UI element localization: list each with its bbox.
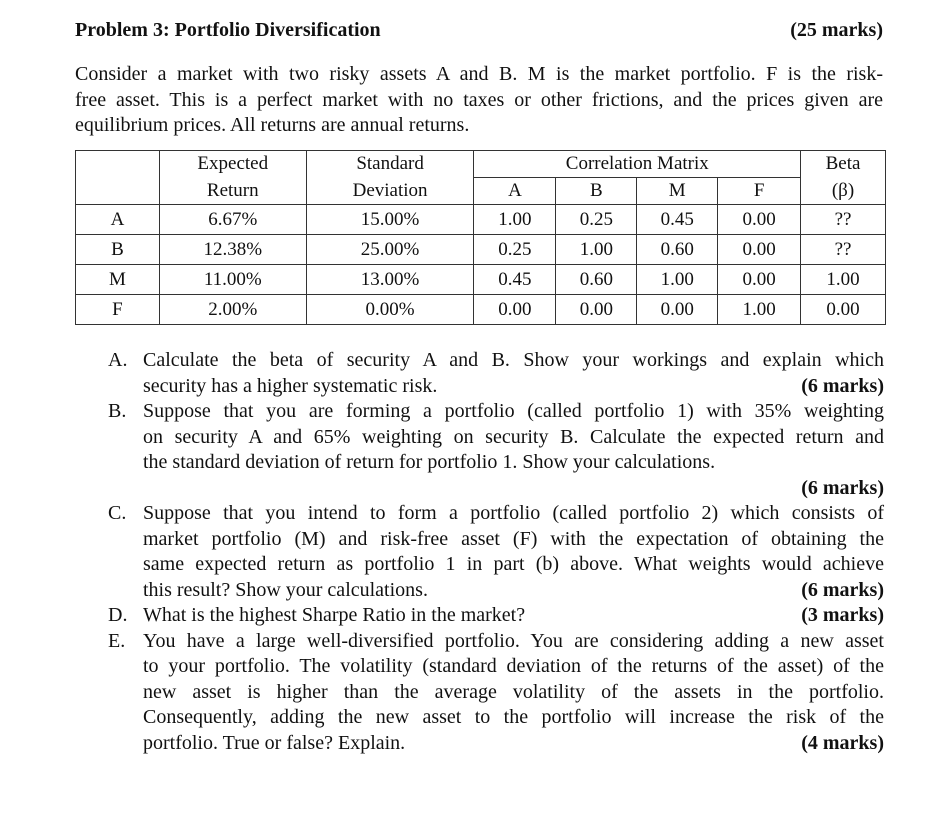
cell-std-dev: 15.00%: [306, 205, 474, 235]
intro-line: equilibrium prices. All returns are annual returns.: [75, 114, 470, 136]
cell-corr: 0.00: [474, 295, 556, 325]
cell-beta: ??: [801, 235, 886, 265]
question-line: on security A and 65% weighting on security B. Calculate the expected return and: [143, 425, 884, 448]
header-corr-col: F: [718, 178, 801, 205]
header-beta-symbol: (β): [801, 178, 886, 205]
question-line-with-marks: [143, 374, 884, 400]
cell-corr: 0.45: [474, 265, 556, 295]
problem-total-marks: (25 marks): [790, 19, 883, 41]
header-corner: [76, 151, 160, 178]
question-line: the standard deviation of return for portfolio 1. Show your calculations.: [143, 451, 716, 473]
header-corr-col: B: [556, 178, 637, 205]
question-letter: B.: [108, 400, 127, 422]
header-corner-lower: [76, 178, 160, 205]
question-marks: (6 marks): [801, 476, 884, 499]
question-line: to your portfolio. The volatility (standard deviation of the returns of the asset) of the: [143, 655, 884, 677]
question-line: Suppose that you intend to form a portfolio (called portfolio 2) which consists of: [143, 502, 884, 524]
cell-corr: 0.60: [556, 265, 637, 295]
question-marks: (4 marks): [801, 731, 884, 754]
cell-expected-return: 2.00%: [159, 295, 306, 325]
header-corr-col: M: [637, 178, 718, 205]
row-label: A: [76, 205, 160, 235]
question-c: [108, 501, 884, 603]
question-marks: (6 marks): [801, 578, 884, 601]
question-marks: (3 marks): [801, 604, 884, 626]
question-marks: (6 marks): [801, 374, 884, 397]
question-line: Suppose that you are forming a portfolio (called portfolio 1) with 35% weighting: [143, 400, 884, 422]
question-text: portfolio. True or false? Explain.: [143, 731, 406, 754]
cell-corr: 0.60: [637, 235, 718, 265]
cell-expected-return: 6.67%: [159, 205, 306, 235]
header-expected-return-2: Return: [159, 178, 306, 205]
question-a: [108, 348, 884, 399]
row-label: B: [76, 235, 160, 265]
cell-corr: 0.45: [637, 205, 718, 235]
question-line: market portfolio (M) and risk-free asset (F) with the expectation of obtaining the: [143, 527, 884, 550]
header-beta: Beta: [801, 151, 886, 178]
question-letter: A.: [108, 349, 128, 371]
question-line-with-marks: [143, 603, 884, 629]
problem-title: Problem 3: Portfolio Diversification: [75, 19, 381, 41]
header-correlation-matrix: Correlation Matrix: [474, 151, 801, 178]
question-b: [108, 399, 884, 501]
question-letter: C.: [108, 502, 127, 524]
cell-corr: 0.00: [556, 295, 637, 325]
question-line-with-marks: [143, 731, 884, 757]
intro-line: free asset. This is a perfect market with no taxes or other frictions, and the prices given are: [75, 88, 883, 111]
cell-corr: 0.00: [637, 295, 718, 325]
question-text: security has a higher systematic risk.: [143, 374, 438, 397]
question-letter: D.: [108, 604, 128, 626]
table-row: [76, 265, 886, 295]
question-text: What is the highest Sharpe Ratio in the market?: [143, 604, 526, 626]
cell-corr: 0.00: [718, 205, 801, 235]
question-line: new asset is higher than the average volatility of the assets in the portfolio.: [143, 680, 884, 703]
header-corr-col: A: [474, 178, 556, 205]
row-label: F: [76, 295, 160, 325]
question-line-with-marks: [143, 578, 884, 604]
cell-corr: 1.00: [637, 265, 718, 295]
question-d: [108, 603, 884, 629]
row-label: M: [76, 265, 160, 295]
cell-corr: 1.00: [556, 235, 637, 265]
cell-beta: 0.00: [801, 295, 886, 325]
cell-std-dev: 13.00%: [306, 265, 474, 295]
question-line: Consequently, adding the new asset to the portfolio will increase the risk of the: [143, 706, 884, 728]
cell-corr: 0.25: [556, 205, 637, 235]
header-std-dev-2: Deviation: [306, 178, 474, 205]
question-list: [108, 348, 884, 756]
question-e: [108, 629, 884, 757]
cell-std-dev: 25.00%: [306, 235, 474, 265]
table-row: [76, 205, 886, 235]
question-text: this result? Show your calculations.: [143, 578, 428, 601]
intro-paragraph: [75, 62, 883, 139]
question-line: same expected return as portfolio 1 in part (b) above. What weights would achieve: [143, 553, 884, 575]
cell-expected-return: 11.00%: [159, 265, 306, 295]
intro-line: Consider a market with two risky assets A and B. M is the market portfolio. F is the risk-: [75, 63, 883, 85]
cell-corr: 0.25: [474, 235, 556, 265]
cell-beta: ??: [801, 205, 886, 235]
cell-corr: 1.00: [474, 205, 556, 235]
question-line: You have a large well-diversified portfolio. You are considering adding a new asset: [143, 629, 884, 652]
header-expected-return: Expected: [159, 151, 306, 178]
problem-heading: [75, 16, 883, 44]
header-std-dev: Standard: [306, 151, 474, 178]
table-row: [76, 295, 886, 325]
cell-beta: 1.00: [801, 265, 886, 295]
cell-expected-return: 12.38%: [159, 235, 306, 265]
table-row: [76, 235, 886, 265]
cell-corr: 0.00: [718, 265, 801, 295]
question-letter: E.: [108, 629, 126, 652]
cell-corr: 0.00: [718, 235, 801, 265]
cell-corr: 1.00: [718, 295, 801, 325]
cell-std-dev: 0.00%: [306, 295, 474, 325]
question-line: Calculate the beta of security A and B. Show your workings and explain which: [143, 349, 884, 371]
asset-table: [75, 150, 886, 325]
